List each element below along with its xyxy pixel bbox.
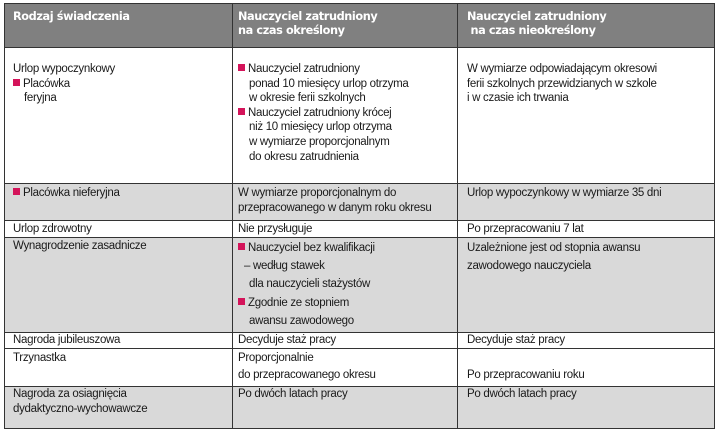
cell-text: Po dwóch latach pracy [238, 388, 348, 400]
cell-text: W wymiarze proporcjonalnym do [238, 187, 397, 199]
table-cell [457, 184, 714, 220]
table-row [5, 333, 714, 349]
cell-text: – według stawek [244, 260, 325, 273]
cell-text: Nie przysługuje [238, 223, 313, 235]
bullet-icon [13, 188, 20, 195]
header-text: Nauczyciel zatrudniony [238, 10, 378, 23]
table-row [5, 221, 714, 238]
table-cell [457, 221, 714, 237]
table-cell [457, 349, 714, 386]
cell-text: Uzależnione jest od stopnia awansu [467, 242, 641, 254]
bullet-icon [238, 64, 245, 71]
cell-text: dla nauczycieli stażystów [249, 278, 370, 291]
header-cell-benefit-type [5, 4, 232, 47]
cell-text: Nauczyciel bez kwalifikacji [238, 239, 451, 257]
cell-text: zawodowego nauczyciela [467, 260, 591, 273]
bullet-icon [238, 298, 245, 305]
cell-text: ferii szkolnych przewidzianych w szkole [467, 77, 657, 90]
cell-text: Nagroda za osiagnięcia [13, 388, 127, 400]
header-text: na czas określony [238, 23, 345, 37]
header-cell-indefinite-term [457, 4, 714, 47]
table-cell [232, 238, 457, 332]
cell-text: Wynagrodzenie zasadnicze [13, 240, 147, 252]
cell-text: Po dwóch latach pracy [467, 388, 577, 400]
bullet-icon [238, 243, 245, 250]
header-text: Nauczyciel zatrudniony [467, 10, 607, 23]
cell-text [467, 350, 708, 367]
table-cell [5, 333, 232, 348]
cell-text: feryjna [24, 92, 57, 105]
header-text: Rodzaj świadczenia [13, 10, 130, 23]
table-cell [5, 238, 232, 332]
table-cell [232, 349, 457, 386]
cell-text: dydaktyczno-wychowawcze [13, 403, 148, 415]
table-cell [5, 221, 232, 237]
table-row [5, 387, 714, 428]
bullet-icon [13, 79, 20, 86]
benefits-table [4, 3, 715, 429]
table-cell [232, 221, 457, 237]
table-row [5, 238, 714, 333]
cell-text: Placówka [13, 77, 226, 92]
cell-text: Placówka nieferyjna [13, 186, 226, 201]
table-cell [232, 184, 457, 220]
cell-text: Zgodnie ze stopniem [238, 294, 451, 312]
cell-text: do okresu zatrudnienia [249, 150, 359, 163]
table-cell [232, 48, 457, 183]
header-text: na czas nieokreślony [467, 23, 596, 37]
table-cell [5, 184, 232, 220]
cell-text: Nauczyciel zatrudniony [238, 62, 451, 77]
header-cell-fixed-term [232, 4, 457, 47]
cell-text: Nauczyciel zatrudniony krócej [238, 106, 451, 121]
table-row [5, 184, 714, 221]
table-cell [5, 387, 232, 428]
cell-text: Urlop wypoczynkowy w wymiarze 35 dni [467, 187, 662, 199]
table-cell [457, 387, 714, 428]
table-header-row [5, 4, 714, 48]
cell-text: w wymiarze proporcjonalnym [249, 135, 390, 148]
cell-text: Trzynastka [13, 352, 66, 364]
cell-text: Po przepracowaniu roku [467, 369, 585, 381]
cell-text: Decyduje staż pracy [238, 334, 336, 346]
cell-text: Decyduje staż pracy [467, 334, 565, 346]
bullet-icon [238, 108, 245, 115]
cell-text: Urlop wypoczynkowy [13, 63, 115, 75]
cell-text: awansu zawodowego [249, 314, 354, 327]
table-cell [5, 48, 232, 183]
table-cell [232, 387, 457, 428]
table-cell [457, 238, 714, 332]
cell-text: niż 10 miesięcy urlop otrzyma [249, 121, 392, 134]
table-cell [232, 333, 457, 348]
table-cell [457, 333, 714, 348]
table-cell [457, 48, 714, 183]
table-row [5, 349, 714, 387]
cell-text: W wymiarze odpowiadającym okresowi [467, 63, 657, 75]
cell-text: Po przepracowaniu 7 lat [467, 223, 584, 235]
cell-text: Nagroda jubileuszowa [13, 334, 121, 346]
cell-text: ponad 10 miesięcy urlop otrzyma [249, 77, 409, 90]
cell-text: i w czasie ich trwania [467, 92, 569, 105]
cell-text: do przepracowanego okresu [238, 369, 376, 381]
table-row [5, 48, 714, 184]
cell-text: przepracowanego w danym roku okresu [238, 201, 432, 214]
cell-text: w okresie ferii szkolnych [249, 92, 366, 105]
cell-text: Urlop zdrowotny [13, 223, 92, 235]
cell-text: Proporcjonalnie [238, 352, 314, 364]
table-cell [5, 349, 232, 386]
